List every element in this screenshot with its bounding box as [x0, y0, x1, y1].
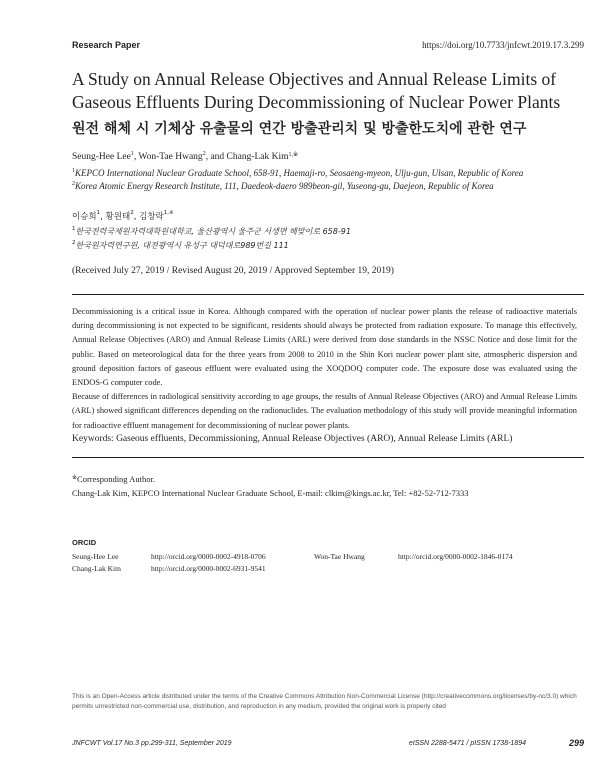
- affiliation-text: 한국원자력연구원, 대전광역시 유성구 대덕대로989번길 111: [75, 241, 289, 250]
- author-name: 황원태: [105, 212, 131, 222]
- abstract-paragraph: Because of differences in radiological sensitivity according to age groups, the results of Annual Release Objectives (ARO) and Annual Release Limits (ARL) showed significant differences depending on the radionuclides. The evaluation methodology of this study will provide meaningful information for radioactive effluent management for decommissioning of nuclear power plants.: [72, 392, 577, 430]
- abstract-top-rule: [72, 294, 584, 295]
- korean-author-list: 이승희$^1$, 황원태$^2$, 김창락$^{1,※}$: [72, 210, 174, 222]
- title-korean: 원전 해체 시 기체상 유출물의 연간 방출관리치 및 방출한도치에 관한 연구: [72, 121, 527, 137]
- author-name: 이승희: [72, 212, 97, 222]
- affiliation: [72, 168, 523, 178]
- received-dates: (Received July 27, 2019 / Revised August 20, 2019 / Approved September 19, 2019): [72, 266, 394, 276]
- title-english: A Study on Annual Release Objectives and Annual Release Limits of Gaseous Effluents During Decommissioning of Nuclear Power Plants: [72, 69, 561, 112]
- author-separator: ,: [133, 152, 139, 162]
- affiliation: [72, 181, 494, 191]
- journal-citation: JNFCWT Vol.17 No.3 pp.299-311, September 2019: [72, 740, 232, 747]
- author-list: [72, 152, 298, 162]
- author-name: Won-Tae Hwang: [138, 152, 203, 162]
- orcid-link[interactable]: http://orcid.org/0000-0002-4918-0706: [151, 552, 266, 561]
- korean-affiliation: [72, 226, 351, 237]
- license-notice: This is an Open-Access article distributed under the terms of the Creative Commons Attribution Non-Commercial License (http://creativecommons.org/licenses/by-nc/3.0) which permits unrestricted non-commercial use, distribution, and reproduction in any medium, provided the original work is properly cited: [72, 693, 577, 710]
- orcid-name: Seung-Hee Lee: [72, 552, 119, 561]
- author-name: 김창락: [139, 212, 164, 222]
- author-affil-mark: 1: [96, 210, 101, 216]
- orcid-name: Won-Tae Hwang: [314, 552, 365, 561]
- author-affil-mark: 1,※: [163, 210, 174, 216]
- affiliation-mark: 1: [72, 226, 76, 232]
- orcid-link[interactable]: http://orcid.org/0000-0002-1846-0174: [398, 552, 513, 561]
- author-affil-mark: 2: [130, 210, 134, 216]
- affiliation-text: KEPCO International Nuclear Graduate School, 658-91, Haemaji-ro, Seosaeng-myeon, Ulju-gun, Ulsan, Republic of Korea: [75, 168, 524, 178]
- page-number: 299: [568, 738, 584, 748]
- doi-link[interactable]: https://doi.org/10.7733/jnfcwt.2019.17.3.299: [422, 40, 584, 50]
- corresponding-mark: ※: [72, 475, 78, 481]
- abstract: [72, 305, 577, 433]
- article-type: Research Paper: [72, 40, 141, 50]
- keywords: Keywords: Gaseous effluents, Decommissioning, Annual Release Objectives (ARO), Annual Release Limits (ARL): [72, 434, 513, 444]
- author-affil-mark: 1: [130, 151, 134, 157]
- affiliation-text: 한국전력국제원자력대학원대학교, 울산광역시 울주군 서생면 해맞이로 658-91: [75, 227, 351, 236]
- corresponding-author-info: Chang-Lak Kim, KEPCO International Nuclear Graduate School, E-mail: clkim@kings.ac.kr, Tel: +82-52-712-7333: [72, 488, 469, 498]
- orcid-link[interactable]: http://orcid.org/0000-0002-6931-9541: [151, 564, 266, 573]
- affiliation-mark: 1: [72, 168, 75, 174]
- affiliation-mark: 2: [72, 240, 76, 246]
- orcid-name: Chang-Lak Kim: [72, 564, 121, 573]
- author-separator: , and: [205, 152, 227, 162]
- orcid-heading: ORCID: [72, 538, 97, 547]
- abstract-paragraph: Decommissioning is a critical issue in Korea. Although compared with the operation of nuclear power plants the release of radioactive materials during decommissioning is not expected to be significant, residents should always be protected from radiation exposure. To manage this effectively, Annual Release Objectives (ARO) and Annual Release Limits (ARL) were derived from dose standards in the NSSC Notice and dose limit for the public. Based on meteorological data for the three years from 2008 to 2010 in the Shin Kori nuclear power plant site, atmospheric dispersion and ground deposition factors of gaseous effluent were evaluated using the XOQDOQ computer code. The exposure dose was evaluated using the ENDOS-G computer code.: [72, 307, 577, 388]
- corresponding-author-label: ※Corresponding Author.: [72, 474, 155, 484]
- author-affil-mark: 1,※: [288, 152, 299, 158]
- affiliation-text: Korea Atomic Energy Research Institute, 111, Daedeok-daero 989beon-gil, Yuseong-gu, Daejeon, Republic of Korea: [75, 181, 494, 191]
- korean-affiliation: [72, 240, 289, 251]
- author-name: Seung-Hee Lee: [72, 152, 131, 162]
- author-affil-mark: 2: [202, 151, 206, 157]
- abstract-bottom-rule: [72, 457, 584, 458]
- issn: eISSN 2288-5471 / pISSN 1738-1894: [408, 740, 526, 747]
- author-name: Chang-Lak Kim: [226, 152, 289, 162]
- affiliation-mark: 2: [72, 181, 75, 187]
